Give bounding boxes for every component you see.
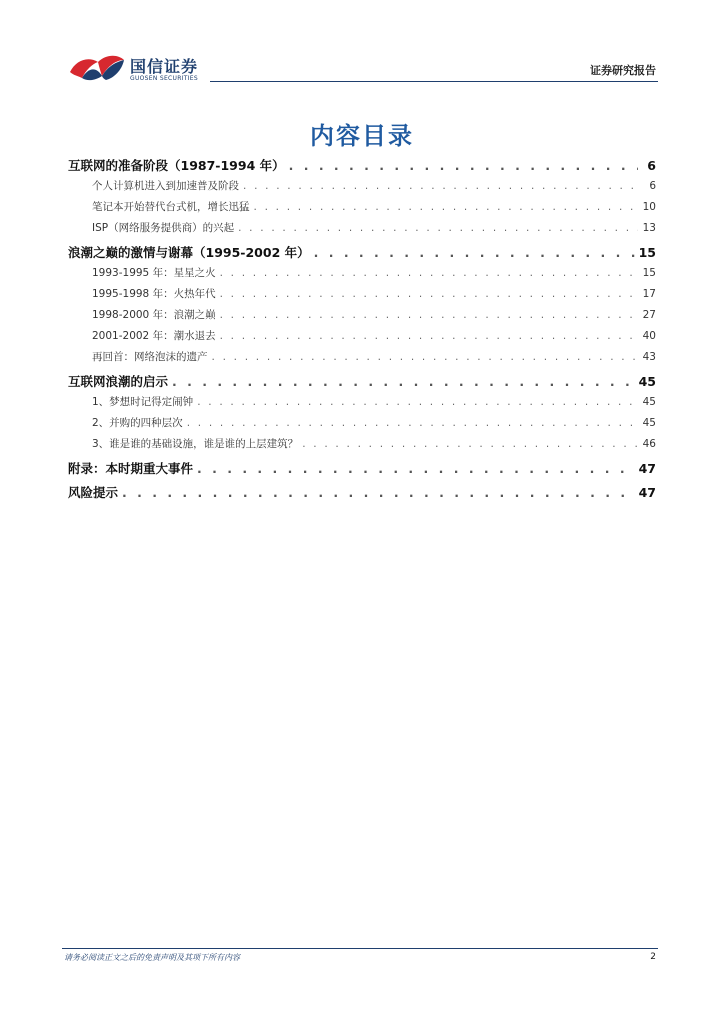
toc-entry-label: 附录：本时期重大事件 (68, 461, 194, 476)
toc-subsection-entry[interactable] (68, 176, 656, 197)
toc-entry-page-number: 13 (642, 222, 656, 234)
toc-entry-page-number: 43 (642, 351, 656, 363)
toc-subsection-entry[interactable] (68, 218, 656, 239)
toc-dot-leader (220, 326, 638, 347)
toc-entry-page-number: 47 (638, 461, 656, 476)
toc-title: 内容目录 (310, 122, 414, 150)
toc-subsection-entry[interactable] (68, 413, 656, 434)
toc-subsection-entry[interactable] (68, 326, 656, 347)
toc-subsection-entry[interactable] (68, 392, 656, 413)
toc-dot-leader (197, 458, 635, 479)
footer-divider (62, 948, 658, 949)
toc-entry-page-number: 45 (638, 374, 656, 389)
toc-entry-page-number: 45 (642, 396, 656, 408)
toc-entry-label: 浪潮之巅的激情与谢幕（1995-2002 年） (68, 245, 310, 260)
table-of-contents (68, 155, 656, 503)
guosen-logo-icon (68, 50, 126, 84)
toc-subsection-entry[interactable] (68, 284, 656, 305)
toc-entry-label: 再回首：网络泡沫的遗产 (92, 351, 208, 363)
page-number: 2 (650, 952, 656, 962)
toc-entry-label: 风险提示 (68, 485, 119, 500)
toc-entry-label: 笔记本开始替代台式机，增长迅猛 (92, 201, 250, 213)
logo-chinese-text: 国信证券 (130, 57, 199, 76)
toc-dot-leader (254, 197, 639, 218)
toc-entry-label: ISP（网络服务提供商）的兴起 (92, 222, 235, 234)
toc-section-entry[interactable] (68, 155, 656, 176)
toc-subsection-entry[interactable] (68, 263, 656, 284)
toc-dot-leader (187, 413, 638, 434)
toc-section-entry[interactable] (68, 242, 656, 263)
toc-entry-page-number: 6 (649, 180, 656, 192)
guosen-logo (68, 50, 218, 84)
toc-entry-label: 互联网的准备阶段（1987-1994 年） (68, 158, 285, 173)
toc-dot-leader (122, 482, 635, 503)
toc-dot-leader (243, 176, 638, 197)
toc-entry-label: 1995-1998 年：火热年代 (92, 288, 216, 300)
toc-entry-page-number: 40 (642, 330, 656, 342)
header-divider (210, 81, 658, 82)
report-type-label: 证券研究报告 (590, 64, 656, 77)
toc-entry-label: 2001-2002 年：潮水退去 (92, 330, 216, 342)
toc-dot-leader (220, 305, 638, 326)
toc-entry-label: 1、梦想时记得定闹钟 (92, 396, 194, 408)
page-header (62, 44, 658, 86)
toc-dot-leader (289, 155, 638, 176)
toc-dot-leader (302, 434, 638, 455)
toc-dot-leader (314, 242, 635, 263)
toc-entry-label: 个人计算机进入到加速普及阶段 (92, 180, 239, 192)
toc-entry-page-number: 15 (642, 267, 656, 279)
toc-subsection-entry[interactable] (68, 347, 656, 368)
toc-dot-leader (172, 371, 635, 392)
disclaimer-note: 请务必阅读正文之后的免责声明及其项下所有内容 (64, 953, 240, 962)
toc-entry-page-number: 47 (638, 485, 656, 500)
toc-section-entry[interactable] (68, 458, 656, 479)
toc-entry-label: 1998-2000 年：浪潮之巅 (92, 309, 216, 321)
toc-entry-page-number: 46 (642, 438, 656, 450)
toc-entry-label: 互联网浪潮的启示 (68, 374, 169, 389)
toc-dot-leader (238, 218, 638, 239)
logo-english-text: GUOSEN SECURITIES (130, 75, 199, 82)
toc-entry-page-number: 27 (642, 309, 656, 321)
toc-section-entry[interactable] (68, 371, 656, 392)
toc-entry-label: 2、并购的四种层次 (92, 417, 183, 429)
toc-entry-page-number: 6 (647, 158, 656, 173)
toc-entry-page-number: 15 (638, 245, 656, 260)
toc-dot-leader (220, 263, 638, 284)
toc-subsection-entry[interactable] (68, 434, 656, 455)
toc-subsection-entry[interactable] (68, 305, 656, 326)
toc-entry-page-number: 45 (642, 417, 656, 429)
toc-entry-label: 3、谁是谁的基础设施，谁是谁的上层建筑？ (92, 438, 299, 450)
toc-dot-leader (220, 284, 638, 305)
toc-entry-page-number: 17 (642, 288, 656, 300)
toc-dot-leader (212, 347, 639, 368)
toc-section-entry[interactable] (68, 482, 656, 503)
toc-dot-leader (197, 392, 638, 413)
toc-entry-label: 1993-1995 年：星星之火 (92, 267, 216, 279)
toc-entry-page-number: 10 (642, 201, 656, 213)
toc-subsection-entry[interactable] (68, 197, 656, 218)
